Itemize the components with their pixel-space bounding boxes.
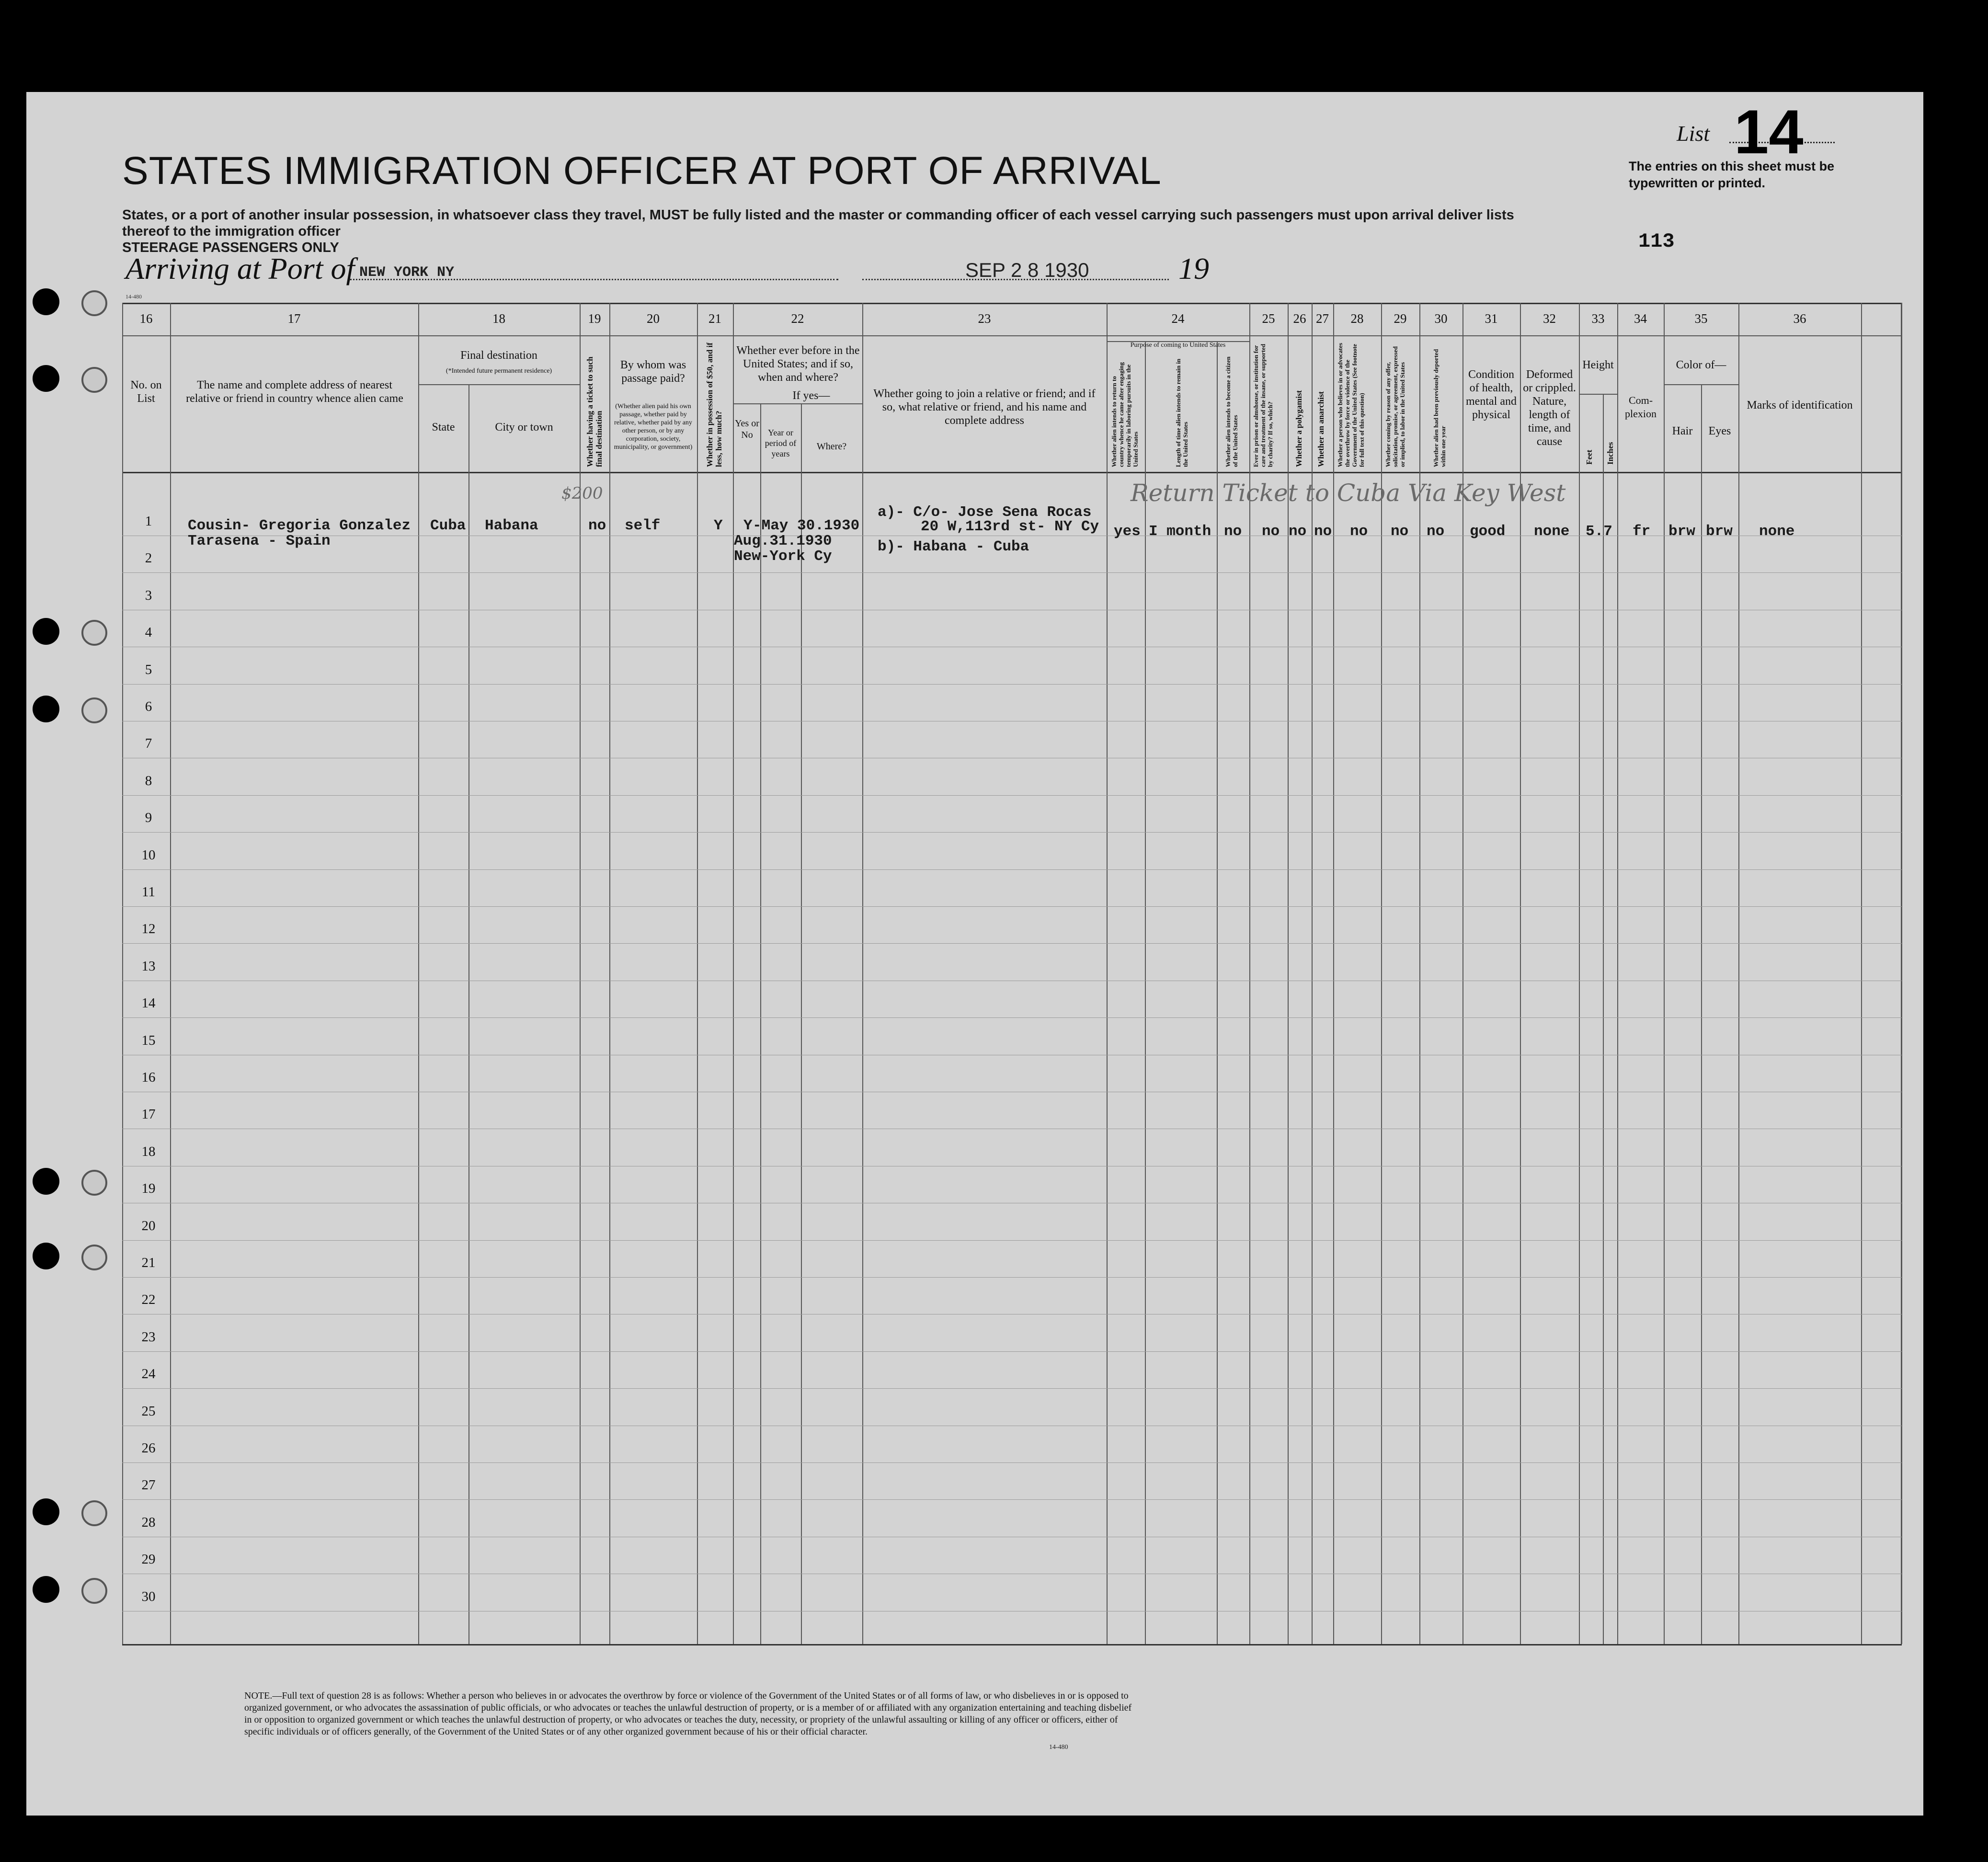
row-line <box>122 1499 1902 1500</box>
binder-ring <box>81 1245 107 1270</box>
col-border <box>697 303 698 1644</box>
binder-hole <box>33 696 59 722</box>
row-line <box>122 943 1902 944</box>
page-subtitle <box>122 207 1540 256</box>
before-yes-no: Y <box>743 517 753 534</box>
sheet-number: 113 <box>1638 230 1675 253</box>
marks-value: none <box>1759 523 1795 540</box>
col-num-36: 36 <box>1793 311 1806 326</box>
row-number: 3 <box>145 587 152 603</box>
header-if-yes: If yes— <box>792 389 830 402</box>
col-border <box>733 303 734 1644</box>
header-citizen: Whether alien intends to become a citizen of the United States <box>1224 356 1239 467</box>
col-border <box>418 303 419 1644</box>
arriving-label: Arriving at Port of <box>126 251 355 286</box>
binder-ring <box>81 1500 107 1526</box>
row-line <box>122 1017 1902 1018</box>
height-value: 5.7 <box>1586 523 1612 540</box>
column-number-divider <box>122 335 1902 336</box>
year-prefix: 19 <box>1178 251 1209 286</box>
header-color: Color of— <box>1676 359 1726 371</box>
header-final-destination-note: (*Intended future permanent residence) <box>446 367 552 375</box>
col-num-18: 18 <box>492 311 505 326</box>
prison-value: no <box>1262 523 1280 540</box>
form-code-bottom: 14-480 <box>1049 1744 1068 1751</box>
final-destination-divider <box>418 384 580 385</box>
money-handwritten: $200 <box>561 484 603 503</box>
length-value: I month <box>1149 523 1211 540</box>
ticket-value: no <box>588 517 606 534</box>
row-number: 8 <box>145 773 152 788</box>
arrival-date: SEP 2 8 1930 <box>965 259 1089 281</box>
complexion-value: fr <box>1633 523 1651 540</box>
destination-city: Habana <box>485 517 538 534</box>
row-number: 13 <box>141 958 156 974</box>
height-divider <box>1579 394 1617 395</box>
col-border <box>862 303 863 1644</box>
header-feet: Feet <box>1585 449 1594 465</box>
table-top-border <box>122 303 1902 304</box>
header-purpose-return: Whether alien intends to return to country whence he came after engaging temporarily in laboring pursuits in the United States <box>1110 362 1139 467</box>
header-yes-no: Yes or No <box>735 418 759 440</box>
header-anarchist: Whether an anarchist <box>1316 391 1325 467</box>
row-line <box>122 1351 1902 1352</box>
col-border <box>122 303 123 1644</box>
row-number: 20 <box>141 1218 156 1234</box>
col-num-28: 28 <box>1350 311 1364 326</box>
binder-hole <box>33 288 59 315</box>
header-city: City or town <box>495 421 553 434</box>
overthrow-value: no <box>1350 523 1368 540</box>
header-inches: Inches <box>1606 442 1615 465</box>
row-number: 18 <box>141 1143 156 1159</box>
ifyes-divider <box>733 403 862 404</box>
row-number: 7 <box>145 736 152 752</box>
header-height: Height <box>1582 359 1614 371</box>
before-where: New-York Cy <box>734 548 832 565</box>
col-num-30: 30 <box>1434 311 1448 326</box>
row-number: 17 <box>141 1107 156 1122</box>
header-paid-by: By whom was passage paid? <box>620 359 686 385</box>
join-relative-2: 20 W,113rd st- NY Cy <box>921 518 1099 535</box>
col-num-33: 33 <box>1591 311 1605 326</box>
row-number: 9 <box>145 810 152 826</box>
header-bottom-border <box>122 472 1902 473</box>
row-number: 19 <box>141 1181 156 1197</box>
col-num-31: 31 <box>1485 311 1498 326</box>
binder-ring <box>81 290 107 316</box>
list-number: 14 <box>1734 97 1804 167</box>
binder-ring <box>81 1170 107 1196</box>
col-border <box>580 303 581 1644</box>
join-relative-3: b)- Habana - Cuba <box>878 538 1029 555</box>
binder-hole <box>33 1168 59 1195</box>
col-border <box>1664 303 1665 1644</box>
join-relative-1: a)- C/o- Jose Sena Rocas <box>878 504 1092 521</box>
row-number: 4 <box>145 625 152 640</box>
row-number: 15 <box>141 1032 156 1048</box>
header-final-destination: Final destination <box>460 349 537 362</box>
before-period-1: -May 30.1930 <box>753 517 860 534</box>
footnote: NOTE.—Full text of question 28 is as follows: Whether a person who believes in or advocates the overthrow by force or violence of the Government of the United States or of all forms of law, or who disbelieves in or is opposed to organized government, or who advocates the assassination of public officials, or who advocates or teaches the unlawful destruction of property, or is a member of or affiliated with any organization entertaining and teaching disbelief in or opposition to organized government or which teaches the unlawful destruction of property, or who advocates or teaches the duty, necessity, or propriety of the unlawful assaulting or killing of any officer or officers, either of specific individuals or of officers generally, of the Government of the United States or of any other organized government because of his or their official character. <box>244 1691 1132 1737</box>
labor-offer-value: no <box>1391 523 1409 540</box>
row-line <box>122 906 1902 907</box>
col-num-29: 29 <box>1394 311 1407 326</box>
steerage-label: STEERAGE PASSENGERS ONLY <box>122 240 339 255</box>
header-relative: The name and complete address of nearest relative or friend in country whence alien came <box>186 379 403 405</box>
col-border <box>760 403 761 1644</box>
row-number: 10 <box>141 847 156 863</box>
row-line <box>122 1277 1902 1278</box>
header-health: Condition of health, mental and physical <box>1466 368 1517 421</box>
before-period-2: Aug.31.1930 <box>734 533 832 549</box>
row-number: 23 <box>141 1329 156 1345</box>
row-number: 27 <box>141 1477 156 1493</box>
row-number: 16 <box>141 1070 156 1085</box>
row-line <box>122 572 1902 573</box>
binder-ring <box>81 697 107 723</box>
row-line <box>122 1462 1902 1463</box>
relative-address: Tarasena - Spain <box>188 533 331 549</box>
col-num-32: 32 <box>1543 311 1556 326</box>
header-overthrow: Whether a person who believes in or advocates the overthrow by force or violence of the Government of the United States (See footnote for full text of this question) <box>1337 343 1365 467</box>
purpose-value: yes <box>1114 523 1141 540</box>
col-num-22: 22 <box>791 311 804 326</box>
anarchist-value: no <box>1314 523 1332 540</box>
col-border <box>468 384 469 1644</box>
col-border <box>801 403 802 1644</box>
row-number: 11 <box>142 884 155 900</box>
col-border <box>1107 303 1108 1644</box>
port-value: NEW YORK NY <box>359 264 455 281</box>
list-label: List <box>1677 121 1710 146</box>
header-labor-offer: Whether coming by reason of any offer, solicitation, promise, or agreement, expressed or implied, to labor in the United States <box>1384 346 1406 467</box>
row-number: 25 <box>141 1403 156 1419</box>
col-border <box>1738 303 1739 1644</box>
header-eyes: Eyes <box>1708 425 1731 437</box>
row-number: 14 <box>141 995 156 1011</box>
col-border <box>1617 303 1618 1644</box>
row-number: 24 <box>141 1366 156 1382</box>
header-money: Whether in possession of $50, and if less, how much? <box>705 343 723 467</box>
page-title: STATES IMMIGRATION OFFICER AT PORT OF ARRIVAL <box>122 149 1162 193</box>
header-complexion: Com- plexion <box>1625 394 1657 420</box>
binder-hole <box>33 365 59 392</box>
header-list-no: No. on List <box>130 379 162 405</box>
row-number: 12 <box>141 921 156 937</box>
col-num-27: 27 <box>1316 311 1329 326</box>
col-num-16: 16 <box>139 311 153 326</box>
header-deformed: Deformed or crippled. Nature, length of time, and cause <box>1523 368 1576 448</box>
binder-hole <box>33 618 59 645</box>
col-num-35: 35 <box>1694 311 1708 326</box>
paid-by-value: self <box>625 517 661 534</box>
binder-hole <box>33 1243 59 1269</box>
row-line <box>122 832 1902 833</box>
row-line <box>122 795 1902 796</box>
manifest-sheet <box>26 92 1923 1816</box>
col-num-34: 34 <box>1634 311 1647 326</box>
row-number: 26 <box>141 1440 156 1456</box>
entries-note: The entries on this sheet must be typewritten or printed. <box>1629 159 1835 190</box>
row-number: 5 <box>145 662 152 677</box>
col-num-23: 23 <box>978 311 991 326</box>
row-number: 6 <box>145 699 152 714</box>
col-border <box>1861 303 1862 1644</box>
polygamist-value: no <box>1289 523 1307 540</box>
row-number: 1 <box>145 514 152 529</box>
col-border <box>1603 394 1604 1644</box>
money-value: Y <box>714 517 723 534</box>
col-border <box>1217 341 1218 1644</box>
col-border <box>1901 303 1902 1644</box>
col-num-20: 20 <box>647 311 660 326</box>
table-bottom-border <box>122 1644 1902 1645</box>
header-prison: Ever in prison or almshouse, or institution for care and treatment of the insane, or supported by charity? If so, which? <box>1252 343 1274 467</box>
col-num-19: 19 <box>588 311 601 326</box>
col-num-21: 21 <box>708 311 721 326</box>
col-border <box>609 303 610 1644</box>
header-before-in-us: Whether ever before in the United States; and if so, when and where? <box>736 344 860 384</box>
deformed-value: none <box>1534 523 1570 540</box>
col-border <box>1579 303 1580 1644</box>
row-number: 22 <box>141 1292 156 1308</box>
header-paid-by-note: (Whether alien paid his own passage, whether paid by relative, whether paid by any other person, or by any corporation, society, municipality, or government) <box>614 403 693 451</box>
header-deported: Whether alien had been previously deported within one year <box>1432 349 1447 467</box>
header-purpose: Purpose of coming to United States <box>1130 342 1226 349</box>
binder-hole <box>33 1498 59 1525</box>
col-num-24: 24 <box>1171 311 1185 326</box>
header-hair: Hair <box>1672 425 1693 437</box>
col-num-25: 25 <box>1262 311 1275 326</box>
header-join-relative: Whether going to join a relative or friend; and if so, what relative or friend, and his name and complete address <box>873 388 1096 427</box>
row-number: 30 <box>141 1588 156 1604</box>
subtitle-line: States, or a port of another insular possession, in whatsoever class they travel, MUST be fully listed and the master or commanding officer of each vessel carrying such passengers must upon arrival deliver lists thereof to the immigration officer <box>122 207 1514 239</box>
hair-value: brw <box>1668 523 1695 540</box>
header-state: State <box>432 421 455 434</box>
header-length-stay: Length of time alien intends to remain in the United States <box>1175 358 1189 467</box>
binder-ring <box>81 1578 107 1604</box>
row-line <box>122 684 1902 685</box>
header-where: Where? <box>816 441 847 452</box>
row-line <box>122 1388 1902 1389</box>
health-value: good <box>1470 523 1506 540</box>
form-code-top: 14-480 <box>126 293 142 300</box>
binder-hole <box>33 1576 59 1603</box>
relative-name: Cousin- Gregoria Gonzalez <box>188 517 411 534</box>
header-ticket: Whether having a ticket to such final destination <box>585 356 604 467</box>
row-number: 29 <box>141 1552 156 1567</box>
destination-state: Cuba <box>430 517 466 534</box>
citizen-value: no <box>1224 523 1242 540</box>
row-line <box>122 1240 1902 1241</box>
eyes-value: brw <box>1706 523 1733 540</box>
handwritten-note: Return Ticket to Cuba Via Key West <box>1131 479 1566 507</box>
row-number: 2 <box>145 550 152 566</box>
col-border <box>1701 384 1702 1644</box>
binder-ring <box>81 620 107 646</box>
binder-ring <box>81 367 107 393</box>
col-border <box>170 303 171 1644</box>
row-number: 28 <box>141 1514 156 1530</box>
header-polygamist: Whether a polygamist <box>1294 390 1303 467</box>
row-line <box>122 869 1902 870</box>
row-number: 21 <box>141 1255 156 1270</box>
header-marks: Marks of identification <box>1747 399 1853 411</box>
col-num-26: 26 <box>1293 311 1306 326</box>
col-border <box>1145 341 1146 1644</box>
deported-value: no <box>1427 523 1445 540</box>
col-num-17: 17 <box>287 311 301 326</box>
header-years: Year or period of years <box>765 428 797 458</box>
